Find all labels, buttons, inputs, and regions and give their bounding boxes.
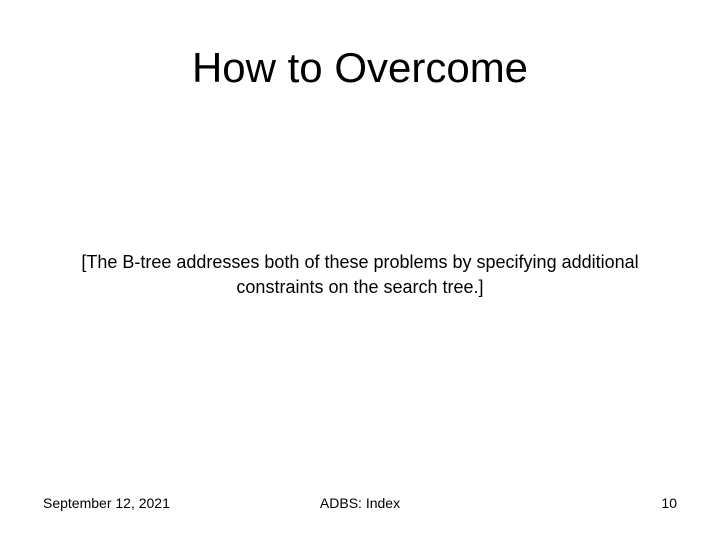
footer-course: ADBS: Index — [319, 495, 401, 511]
body-line: constraints on the search tree.] — [236, 277, 484, 297]
slide-title: How to Overcome — [191, 44, 529, 91]
body-line: [The B-tree addresses both of these problems by specifying additional — [81, 252, 639, 272]
slide-body — [30, 250, 690, 300]
footer-date: September 12, 2021 — [43, 495, 170, 511]
footer-page-number: 10 — [661, 495, 677, 511]
